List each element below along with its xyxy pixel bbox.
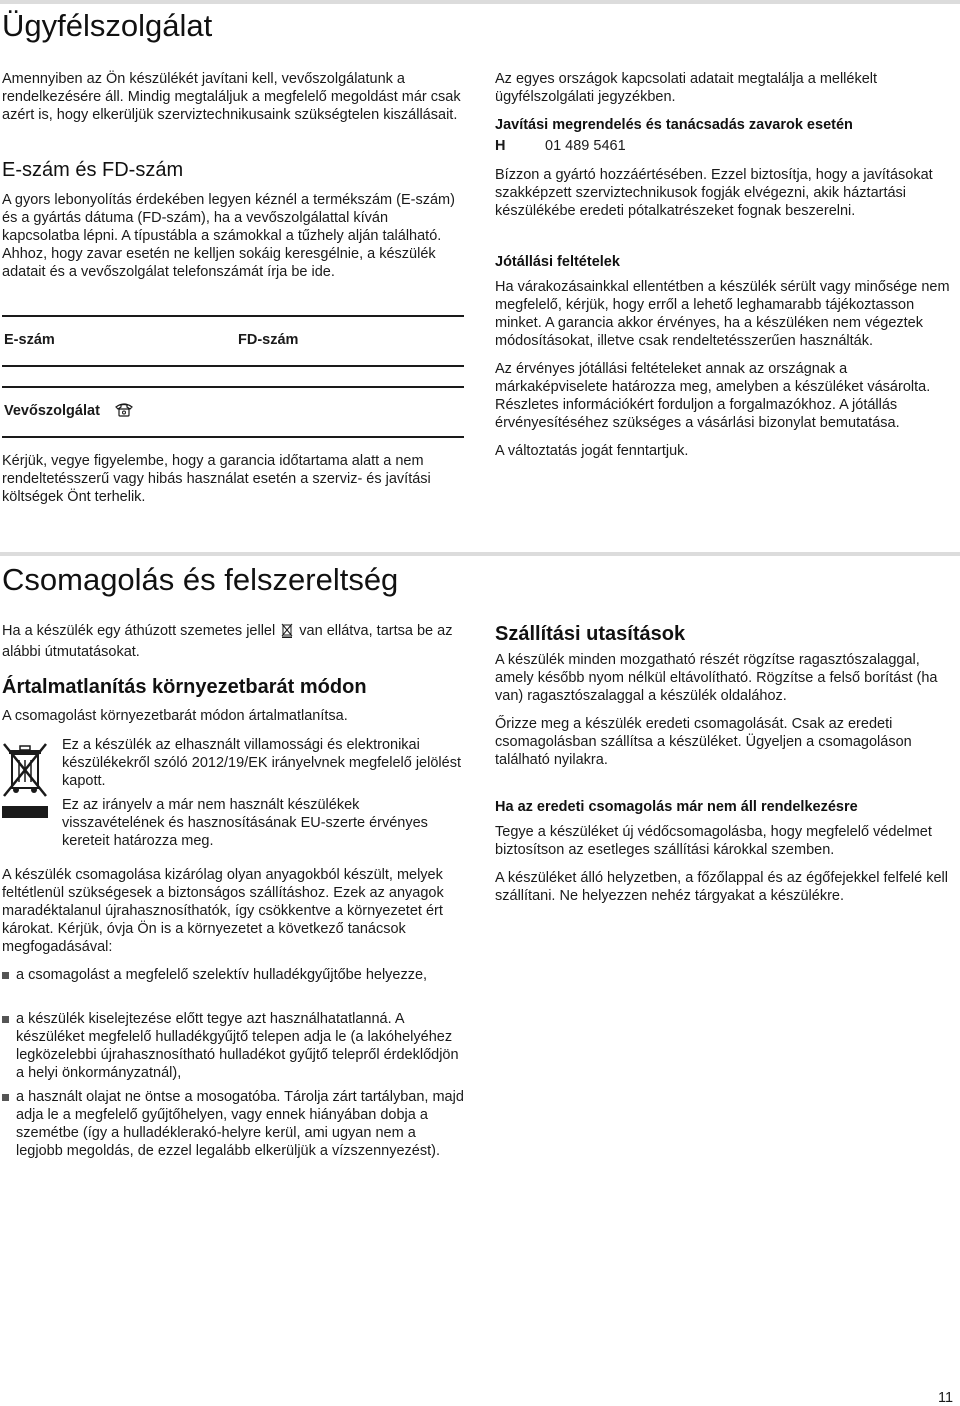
- country-code: H: [495, 138, 506, 154]
- service-intro: Amennyiben az Ön készülékét javítani kell, vevőszolgálatunk a rendelkezésére áll. Mindig megtaláljuk a megfelelő megoldást már csak azért is, hogy elkerüljük szerviztechnikusaink szükségtelen kiszállásait.: [2, 71, 461, 123]
- bullet-marker: [2, 1016, 9, 1023]
- transport-text-2: Őrizze meg a készülék eredeti csomagolását. Csak az eredeti csomagolásban szállítsa a készüléket. Ügyeljen a csomagoláson található nyilakra.: [495, 716, 912, 768]
- transport-block: [495, 651, 957, 769]
- page-number: 11: [938, 1390, 954, 1406]
- e-number-label: E-szám: [4, 332, 55, 348]
- warranty-text-2: Az érvényes jótállási feltételeket annak az országnak a márkaképviselete határozza meg, amelyben a készüléket vásárolta. Részletes információkért forduljon a forgalmazókhoz. A jótállás érvényesítéséhez szükséges a vásárlási bizonylat bemutatása.: [495, 361, 931, 431]
- disposal-intro: A csomagolást környezetbarát módon ártalmatlanítsa.: [2, 708, 348, 724]
- no-packaging-text-1: Tegye a készüléket új védőcsomagolásba, hogy megfelelő védelmet biztosítson az esetleges szállítási károkkal szemben.: [495, 824, 932, 858]
- service-phone-label: Vevőszolgálat: [4, 403, 100, 419]
- warranty-note-block: [2, 452, 464, 506]
- bullet-item-1: a csomagolást a megfelelő szelektív hulladékgyűjtőbe helyezze,: [16, 967, 428, 983]
- crossed-bin-icon: [281, 622, 293, 643]
- weee-text-1: Ez a készülék az elhasznált villamossági és elektronikai készülékekről szóló 2012/19/EK irányelvnek megfelelő jelölést kapott.: [62, 737, 461, 789]
- left-column-service: [2, 70, 464, 124]
- warranty-text-1: Ha várakozásainkkal ellentétben a készülék sérült vagy minősége nem megfelelő, kérjük, hogy erről a lehető leghamarabb tájékoztasson minket. A garancia akkor érvényes, ha a készüléken nem végeztek módosításokat, illetve csak rendeltetésszerűen használták.: [495, 279, 950, 349]
- enum-text-1: A gyors lebonyolítás érdekében legyen kéznél a termékszám (E-szám) és a gyártás dátuma (FD-szám), ha a vevőszolgálattal kíván kapcsolatba lépni. A típustábla a számokkal a tűzhely alján található.: [2, 192, 455, 244]
- disposal-intro-block: [2, 707, 464, 725]
- middle-rule: [0, 552, 960, 556]
- enum-heading: E-szám és FD-szám: [2, 159, 184, 181]
- packaging-intro-block: [2, 622, 464, 661]
- phone-number: 01 489 5461: [545, 138, 626, 154]
- bullet-marker: [2, 972, 9, 979]
- no-packaging-block: [495, 823, 957, 905]
- packaging-intro: Ha a készülék egy áthúzott szemetes jellel van ellátva, tartsa be az alábbi útmutatásokat.: [2, 623, 453, 660]
- telephone-icon: [114, 400, 134, 423]
- trust-block: [495, 166, 957, 220]
- section-title-customer-service: Ügyfélszolgálat: [2, 8, 213, 43]
- enum-text-block: [2, 191, 464, 281]
- trust-text: Bízzon a gyártó hozzáértésében. Ezzel biztosítja, hogy a javításokat szakképzett szerviztechnikusok fogják elvégezni, akik háztartási készülékébe eredeti pótalkatrészeket fognak beszerelni.: [495, 167, 933, 219]
- warranty-note: Kérjük, vegye figyelembe, hogy a garancia időtartama alatt a nem rendeltetésszerű vagy hibás használat esetén a szerviz- és javítási költségek Önt terhelik.: [2, 453, 431, 505]
- top-rule: [0, 0, 960, 4]
- materials-block: [2, 866, 464, 956]
- form-line-bottom: [2, 436, 464, 438]
- warranty-block: [495, 278, 957, 460]
- bullet-item-3: a használt olajat ne öntse a mosogatóba. Tárolja zárt tartályban, majd adja le a megfelelő gyűjtőhelyen, vagy ennek hiányában dobja a szemétbe (így a hulladéklerakó-helyre kerül, ami ugyan nem a legjobb megoldás, de ezzel legalább elkerüljük a vízszennyezést).: [16, 1089, 464, 1159]
- bullet-item-2: a készülék kiselejtezése előtt tegye azt használhatatlanná. A készüléket megfelelő hulladékgyűjtő telepen adja le (a lakóhelyéhez legközelebbi újrahasznosítható hulladékot gyűjtő telepről érdeklődjön a helyi önkormányzatnál),: [16, 1011, 459, 1081]
- weee-bin-icon: [2, 740, 48, 825]
- phone-row: [495, 138, 626, 154]
- warranty-heading: Jótállási feltételek: [495, 254, 620, 270]
- form-line-2: [2, 365, 464, 367]
- no-packaging-text-2: A készüléket álló helyzetben, a főzőlappal és az égőfejekkel felfelé kell szállítani. Ne helyezzen nehéz tárgyakat a készülékre.: [495, 870, 949, 904]
- form-line-top: [2, 315, 464, 317]
- transport-heading: Szállítási utasítások: [495, 623, 686, 645]
- section-title-packaging: Csomagolás és felszereltség: [2, 562, 399, 597]
- right-column-service: [495, 70, 957, 106]
- bullet-marker: [2, 1094, 9, 1101]
- enum-text-2: Ahhoz, hogy zavar esetén ne kelljen sokáig keresgélnie, a készülék adatait és a vevőszolgálat telefonszámát írja be ide.: [2, 246, 436, 280]
- transport-text-1: A készülék minden mozgatható részét rögzítse ragasztószalaggal, amely később nyom nélkül eltávolítható. Rögzítse a felső borítást (ha van) ragasztószalaggal a készülék oldalához.: [495, 652, 938, 704]
- repair-heading: Javítási megrendelés és tanácsadás zavarok esetén: [495, 117, 853, 133]
- weee-text-block: [62, 736, 464, 850]
- materials-text: A készülék csomagolása kizárólag olyan anyagokból készült, melyek feltétlenül szükségesek a biztonságos szállításhoz. Ezek az anyagok maradéktalanul újrahasznosíthatók, így csökkentve a környezetet ért károkat. Kérjük, óvja Ön is a környezetet a következő tanácsok megfogadásával:: [2, 867, 444, 955]
- changes-text: A változtatás jogát fenntartjuk.: [495, 443, 689, 459]
- form-line-3: [2, 386, 464, 388]
- disposal-heading: Ártalmatlanítás környezetbarát módon: [2, 676, 367, 698]
- no-packaging-heading: Ha az eredeti csomagolás már nem áll rendelkezésre: [495, 799, 858, 815]
- weee-text-2: Ez az irányelv a már nem használt készülékek visszavételének és hasznosításának EU-szerte érvényes kereteit határozza meg.: [62, 797, 428, 849]
- contacts-text: Az egyes országok kapcsolati adatait megtalálja a mellékelt ügyfélszolgálati jegyzékben.: [495, 71, 878, 105]
- fd-number-label: FD-szám: [238, 332, 299, 348]
